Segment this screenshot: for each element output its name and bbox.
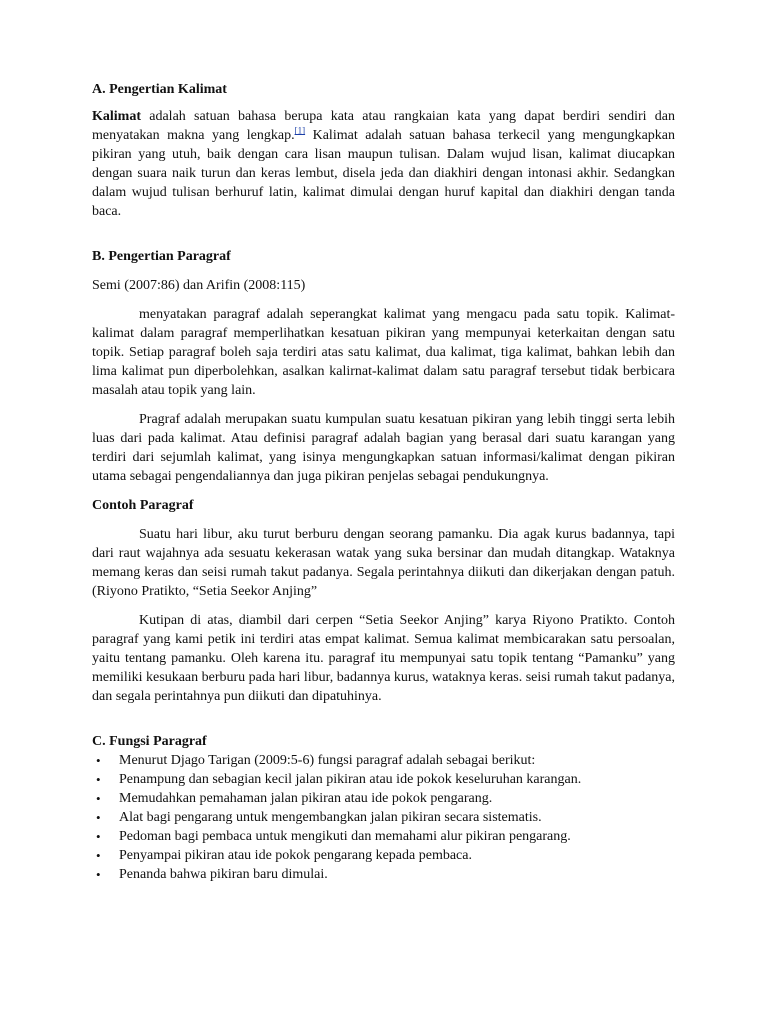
section-a-paragraph (92, 107, 675, 221)
bullet-icon: • (96, 848, 101, 863)
bullet-icon: • (96, 753, 101, 768)
contoh-paragraph-2: Kutipan di atas, diambil dari cerpen “Setia Seekor Anjing” karya Riyono Pratikto. Contoh paragraf yang kami petik ini terdiri atas empat kalimat. Semua kalimat membicarakan satu persoalan, yaitu tentang pamanku. Oleh karena itu. paragraf itu mempunyai satu topik tentang “Pamanku” yang memiliki kesukaan berburu pada hari libur, badannya kurus, wataknya keras. seisi rumah takut padanya, dan segala perintahnya pun diikuti dan dipatuhinya. (92, 613, 675, 704)
section-a-text-1: adalah satuan bahasa berupa kata atau rangkaian kata yang dapat berdiri sendiri dan menyatakan makna yang lengkap. (92, 109, 675, 143)
bullet-icon: • (96, 867, 101, 882)
term-kalimat: Kalimat (92, 109, 141, 124)
footnote-link[interactable]: [1] (294, 125, 306, 136)
section-b-paragraph-1: menyatakan paragraf adalah seperangkat kalimat yang mengacu pada satu topik. Kalimat-kalimat dalam paragraf memperlihatkan kesatuan pikiran yang mempunyai keterkaitan dengan satu topik. Setiap paragraf boleh saja terdiri atas satu kalimat, dua kalimat, tiga kalimat, bahkan lebih dan lima kalimat pun diperbolehkan, asalkan kalirnat-kalimat dalam satu paragraf tersebut tidak berbicara masalah atau topik yang lain. (92, 307, 675, 398)
list-item (92, 751, 675, 770)
list-item (92, 846, 675, 865)
section-b-paragraph-2: Pragraf adalah merupakan suatu kumpulan suatu kesatuan pikiran yang lebih tinggi serta lebih luas dari pada kalimat. Atau definisi paragraf adalah bagian yang berasal dari suatu karangan yang terdiri dari sejumlah kalimat, yang isinya mengungkapkan satuan informasi/kalimat dengan pikiran utama sebagai pengendaliannya dan juga pikiran penjelas sebagai pendukungnya. (92, 412, 675, 484)
list-item-text: Pedoman bagi pembaca untuk mengikuti dan memahami alur pikiran pengarang. (119, 829, 571, 844)
list-item-text: Penyampai pikiran atau ide pokok pengarang kepada pembaca. (119, 848, 472, 863)
list-item-text: Menurut Djago Tarigan (2009:5-6) fungsi paragraf adalah sebagai berikut: (119, 753, 536, 768)
list-item (92, 789, 675, 808)
list-item (92, 827, 675, 846)
list-item-text: Memudahkan pemahaman jalan pikiran atau ide pokok pengarang. (119, 791, 493, 806)
section-a-text-2: Kalimat adalah satuan bahasa terkecil yang mengungkapkan pikiran yang utuh, baik dengan cara lisan maupun tulisan. Dalam wujud lisan, kalimat diucapkan dengan suara naik turun dan keras lembut, disela jeda dan diakhiri dengan intonasi akhir. Sedangkan dalam wujud tulisan berhuruf latin, kalimat dimulai dengan huruf kapital dan diakhiri dengan tanda baca. (92, 128, 675, 219)
list-item-text: Penampung dan sebagian kecil jalan pikiran atau ide pokok keseluruhan karangan. (119, 772, 582, 787)
bullet-icon: • (96, 772, 101, 787)
contoh-paragraph-1: Suatu hari libur, aku turut berburu dengan seorang pamanku. Dia agak kurus badannya, tapi dari raut wajahnya ada sesuatu kekerasan watak yang suka bersinar dan mudah ditangkap. Wataknya memang keras dan seisi rumah takut padanya. Segala perintahnya diikuti dan dikerjakan dengan patuh. (Riyono Pratikto, “Setia Seekor Anjing” (92, 527, 675, 599)
list-item (92, 808, 675, 827)
list-item-text: Penanda bahwa pikiran baru dimulai. (119, 867, 328, 882)
document-page (92, 80, 675, 884)
section-c-heading: C. Fungsi Paragraf (92, 734, 207, 749)
list-item (92, 865, 675, 884)
section-b-citation: Semi (2007:86) dan Arifin (2008:115) (92, 278, 306, 293)
section-a-heading: A. Pengertian Kalimat (92, 82, 227, 97)
bullet-icon: • (96, 810, 101, 825)
list-item (92, 770, 675, 789)
list-item-text: Alat bagi pengarang untuk mengembangkan jalan pikiran secara sistematis. (119, 810, 542, 825)
contoh-heading: Contoh Paragraf (92, 498, 194, 513)
bullet-icon: • (96, 829, 101, 844)
bullet-icon: • (96, 791, 101, 806)
section-b-heading: B. Pengertian Paragraf (92, 249, 231, 264)
function-list (92, 751, 675, 884)
